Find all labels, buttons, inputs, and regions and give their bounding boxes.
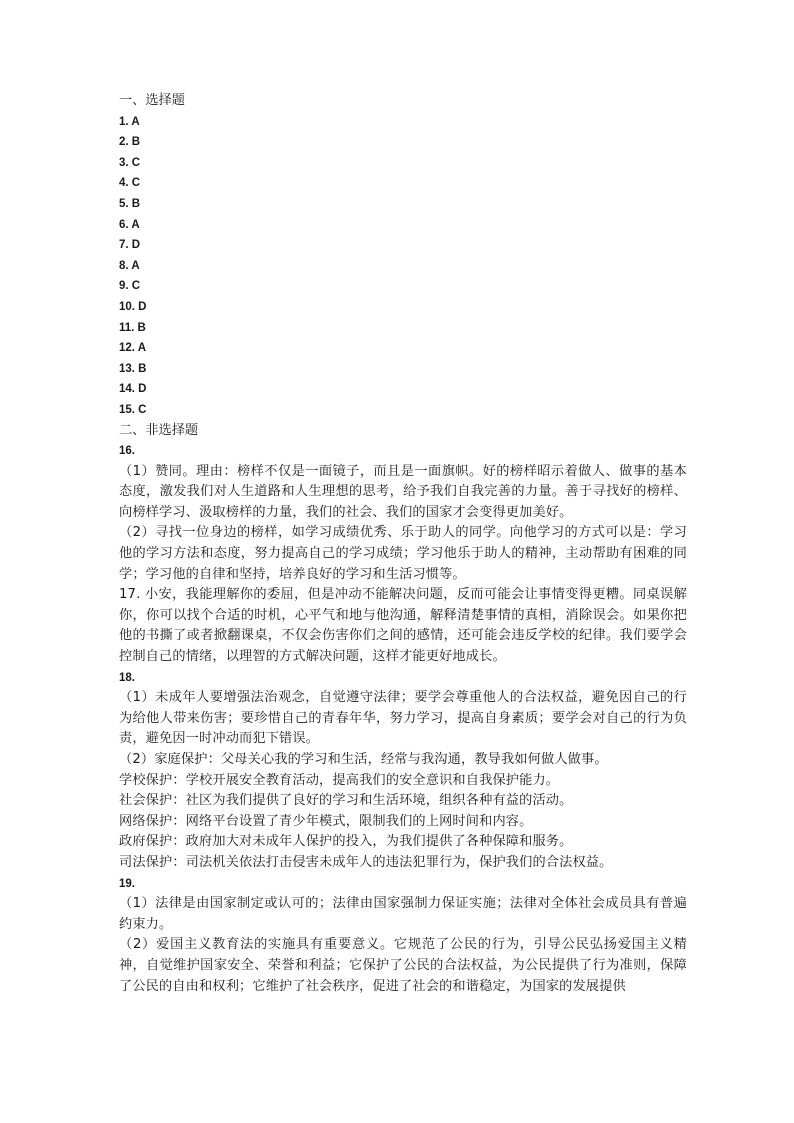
list-item: 9. C (119, 280, 141, 293)
q16-part1: （1）赞同。理由：榜样不仅是一面镜子，而且是一面旗帜。好的榜样昭示着做人、做事的基本态度，激发我们对人生道路和人生理想的思考，给予我们自我完善的力量。善于寻找好的榜样、向榜样学习、汲取榜样的力量，我们的社会、我们的国家才会变得更加美好。 (119, 463, 687, 520)
list-item: 11. B (119, 321, 146, 334)
q16-part2: （2）寻找一位身边的榜样，如学习成绩优秀、乐于助人的同学。向他学习的方式可以是：学习他的学习方法和态度，努力提高自己的学习成绩；学习他乐于助人的精神，主动帮助有困难的同学；学习他的自律和坚持，培养良好的学习和生活习惯等。 (119, 525, 687, 582)
answer-sheet (119, 91, 687, 997)
list-item: 5. B (119, 197, 141, 210)
list-item: 4. C (119, 177, 141, 190)
list-item: 15. C (119, 403, 147, 416)
list-item: 2. B (119, 136, 141, 149)
list-item: 7. D (119, 239, 141, 252)
q19-part2: （2）爱国主义教育法的实施具有重要意义。它规范了公民的行为，引导公民弘扬爱国主义精神，自觉维护国家安全、荣誉和利益；它保护了公民的合法权益，为公民提供了行为准则，保障了公民的自由和权利；它维护了社会秩序，促进了社会的和谐稳定，为国家的发展提供 (119, 937, 687, 994)
question-number-19: 19. (119, 877, 135, 890)
list-item: 1. A (119, 115, 140, 128)
q17-answer: 17. 小安，我能理解你的委屈，但是冲动不能解决问题，反而可能会让事情变得更糟。同桌误解你，你可以找个合适的时机，心平气和地与他沟通，解释清楚事情的真相，消除误会。如果你把他的书撕了或者掀翻课桌，不仅会伤害你们之间的感情，还可能会违反学校的纪律。我们要学会控制自己的情绪，以理智的方式解决问题，这样才能更好地成长。 (119, 587, 687, 665)
list-item: 8. A (119, 259, 140, 272)
q19-part1: （1）法律是由国家制定或认可的；法律由国家强制力保证实施；法律对全体社会成员具有普遍约束力。 (119, 896, 687, 932)
section-title-choice: 一、选择题 (119, 93, 185, 108)
choice-answer-list (119, 112, 687, 421)
list-item: 12. A (119, 342, 147, 355)
q18-family-protection: （2）家庭保护：父母关心我的学习和生活，经常与我沟通，教导我如何做人做事。 (119, 752, 608, 767)
list-item: 14. D (119, 383, 147, 396)
list-item: 13. B (119, 362, 147, 375)
section-title-nonchoice: 二、非选择题 (119, 422, 199, 438)
q18-network-protection: 网络保护：网络平台设置了青少年模式，限制我们的上网时间和内容。 (119, 813, 533, 829)
question-number-18: 18. (119, 671, 135, 684)
q18-government-protection: 政府保护：政府加大对未成年人保护的投入，为我们提供了各种保障和服务。 (119, 834, 573, 850)
question-number-16: 16. (119, 445, 135, 458)
list-item: 3. C (119, 156, 141, 169)
q18-social-protection: 社会保护：社区为我们提供了良好的学习和生活环境，组织各种有益的活动。 (119, 793, 573, 809)
q18-part1: （1）未成年人要增强法治观念，自觉遵守法律；要学会尊重他人的合法权益，避免因自己的行为给他人带来伤害；要珍惜自己的青春年华，努力学习，提高自身素质；要学会对自己的行为负责，避免因一时冲动而犯下错误。 (119, 690, 687, 747)
q18-judicial-protection: 司法保护：司法机关依法打击侵害未成年人的违法犯罪行为，保护我们的合法权益。 (119, 854, 613, 870)
q18-school-protection: 学校保护：学校开展安全教育活动，提高我们的安全意识和自我保护能力。 (119, 772, 560, 788)
list-item: 10. D (119, 300, 147, 313)
list-item: 6. A (119, 218, 140, 231)
